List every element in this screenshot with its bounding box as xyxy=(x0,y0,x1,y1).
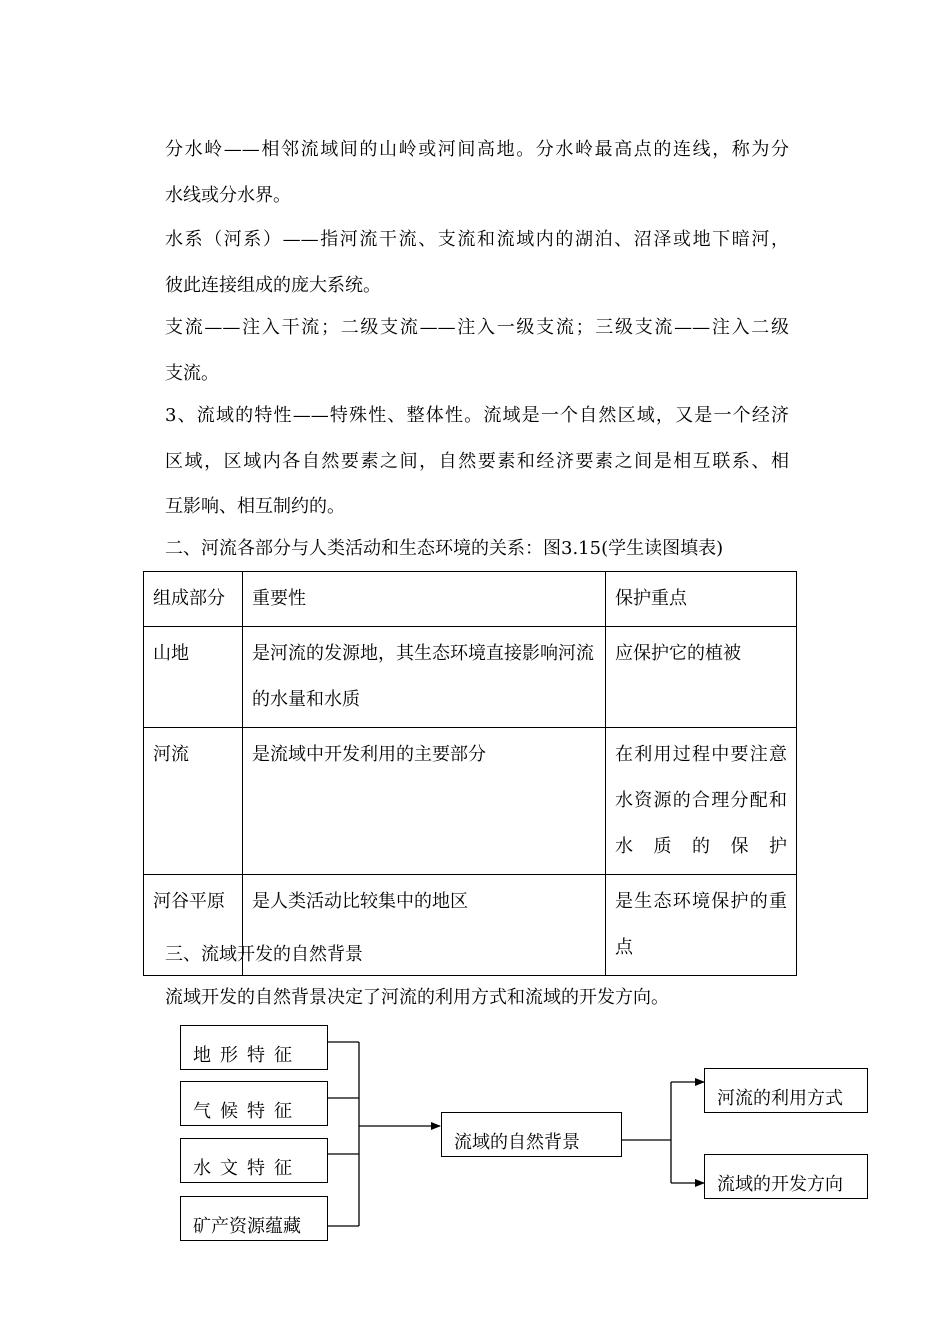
outcome-box-river-usage xyxy=(704,1068,868,1113)
table-cell-focus: 是生态环境保护的重点 xyxy=(606,875,797,976)
table-cell-focus: 在利用过程中要注意水资源的合理分配和水质的保护 xyxy=(606,728,797,875)
watershed-definition-line2: 水线或分水界。 xyxy=(165,185,291,206)
section-three-text: 流域开发的自然背景决定了河流的利用方式和流域的开发方向。 xyxy=(165,987,669,1008)
factor-label: 水文特征 xyxy=(193,1158,301,1179)
table-cell-importance: 是人类活动比较集中的地区 xyxy=(243,875,606,976)
outcome-label: 流域的开发方向 xyxy=(717,1174,843,1195)
basin-characteristics-line1: 3、流域的特性——特殊性、整体性。流域是一个自然区域，又是一个经济 xyxy=(165,405,789,426)
table-cell-part: 山地 xyxy=(144,627,243,728)
table-header-cell: 重要性 xyxy=(243,572,606,627)
river-system-definition-line1: 水系（河系）——指河流干流、支流和流域内的湖泊、沼泽或地下暗河， xyxy=(165,229,789,250)
factor-box-hydrology xyxy=(180,1138,328,1183)
tributary-definition-line1: 支流——注入干流；二级支流——注入一级支流；三级支流——注入二级 xyxy=(165,317,789,338)
outcome-label: 河流的利用方式 xyxy=(717,1088,843,1109)
outcome-box-basin-development xyxy=(704,1154,868,1199)
table-cell-part: 河谷平原 xyxy=(144,875,243,976)
watershed-definition-line1: 分水岭——相邻流域间的山岭或河间高地。分水岭最高点的连线，称为分 xyxy=(165,139,789,160)
center-label: 流域的自然背景 xyxy=(454,1132,580,1153)
center-box-natural-background xyxy=(441,1112,622,1157)
section-two-heading: 二、河流各部分与人类活动和生态环境的关系：图3.15(学生读图填表) xyxy=(165,538,724,559)
factor-box-minerals xyxy=(180,1196,328,1241)
factor-label: 矿产资源蕴藏 xyxy=(193,1216,301,1237)
table-cell-focus: 应保护它的植被 xyxy=(606,627,797,728)
factor-label: 地形特征 xyxy=(193,1045,301,1066)
table-cell-part: 河流 xyxy=(144,728,243,875)
section-three-heading: 三、流域开发的自然背景 xyxy=(165,944,363,965)
tributary-definition-line2: 支流。 xyxy=(165,363,219,384)
basin-characteristics-line3: 互影响、相互制约的。 xyxy=(165,496,345,517)
factor-box-terrain xyxy=(180,1025,328,1070)
table-header-cell: 保护重点 xyxy=(606,572,797,627)
factor-label: 气候特征 xyxy=(193,1101,301,1122)
table-header-cell: 组成部分 xyxy=(144,572,243,627)
factor-box-climate xyxy=(180,1081,328,1126)
basin-characteristics-line2: 区域，区域内各自然要素之间，自然要素和经济要素之间是相互联系、相 xyxy=(165,451,789,472)
table-cell-importance: 是流域中开发利用的主要部分 xyxy=(243,728,606,875)
river-system-definition-line2: 彼此连接组成的庞大系统。 xyxy=(165,275,381,296)
table-cell-importance: 是河流的发源地，其生态环境直接影响河流的水量和水质 xyxy=(243,627,606,728)
